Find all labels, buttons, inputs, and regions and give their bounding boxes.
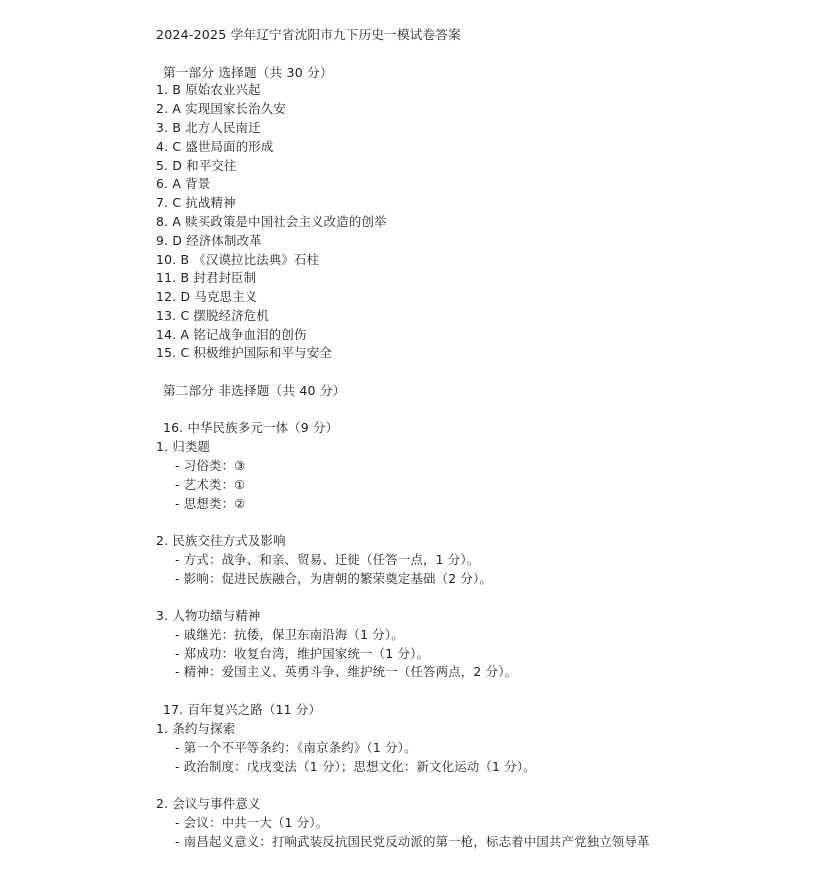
document-title: 2024-2025 学年辽宁省沈阳市九下历史一模试卷答案 <box>156 27 461 42</box>
answer-2: 2. A 实现国家长治久安 <box>156 101 286 116</box>
answer-9: 9. D 经济体制改革 <box>156 233 262 248</box>
q16-sub1-item: - 思想类：② <box>175 496 246 511</box>
q16-sub3-item: - 戚继光：抗倭，保卫东南沿海（1 分）。 <box>175 627 404 642</box>
answer-1: 1. B 原始农业兴起 <box>156 82 261 97</box>
answer-10: 10. B 《汉谟拉比法典》石柱 <box>156 252 320 267</box>
q16-sub1-item: - 艺术类：① <box>175 477 246 492</box>
q17-sub1-item: - 政治制度：戊戌变法（1 分）；思想文化：新文化运动（1 分）。 <box>175 759 536 774</box>
q16-sub2-item: - 方式：战争、和亲、贸易、迁徙（任答一点，1 分）。 <box>175 552 480 567</box>
answer-6: 6. A 背景 <box>156 176 211 191</box>
q16-sub3-item: - 郑成功：收复台湾，维护国家统一（1 分）。 <box>175 646 430 661</box>
part1-heading: 第一部分 选择题（共 30 分） <box>163 65 333 80</box>
answer-5: 5. D 和平交往 <box>156 158 237 173</box>
q16-sub3-item: - 精神：爱国主义、英勇斗争、维护统一（任答两点，2 分）。 <box>175 664 518 679</box>
answer-14: 14. A 铭记战争血泪的创伤 <box>156 327 307 342</box>
q17-sub1-item: - 第一个不平等条约：《南京条约》（1 分）。 <box>175 740 417 755</box>
q16-sub1-title: 1. 归类题 <box>156 439 211 454</box>
answer-11: 11. B 封君封臣制 <box>156 270 257 285</box>
answer-4: 4. C 盛世局面的形成 <box>156 139 274 154</box>
answer-12: 12. D 马克思主义 <box>156 289 258 304</box>
part2-heading: 第二部分 非选择题（共 40 分） <box>163 383 346 398</box>
q16-sub3-title: 3. 人物功绩与精神 <box>156 608 261 623</box>
answer-3: 3. B 北方人民南迁 <box>156 120 261 135</box>
answer-15: 15. C 积极维护国际和平与安全 <box>156 345 332 360</box>
q16-sub1-item: - 习俗类：③ <box>175 458 246 473</box>
q16-sub2-item: - 影响：促进民族融合，为唐朝的繁荣奠定基础（2 分）。 <box>175 571 493 586</box>
q17-sub1-title: 1. 条约与探索 <box>156 721 236 736</box>
answer-7: 7. C 抗战精神 <box>156 195 236 210</box>
q17-sub2-title: 2. 会议与事件意义 <box>156 796 261 811</box>
q17-sub2-item: - 会议：中共一大（1 分）。 <box>175 815 329 830</box>
question-17-title: 17. 百年复兴之路（11 分） <box>163 702 322 717</box>
q17-sub2-item: - 南昌起义意义：打响武装反抗国民党反动派的第一枪，标志着中国共产党独立领导革 <box>175 834 650 849</box>
answer-13: 13. C 摆脱经济危机 <box>156 308 269 323</box>
question-16-title: 16. 中华民族多元一体（9 分） <box>163 420 339 435</box>
q16-sub2-title: 2. 民族交往方式及影响 <box>156 533 286 548</box>
answer-8: 8. A 赎买政策是中国社会主义改造的创举 <box>156 214 387 229</box>
